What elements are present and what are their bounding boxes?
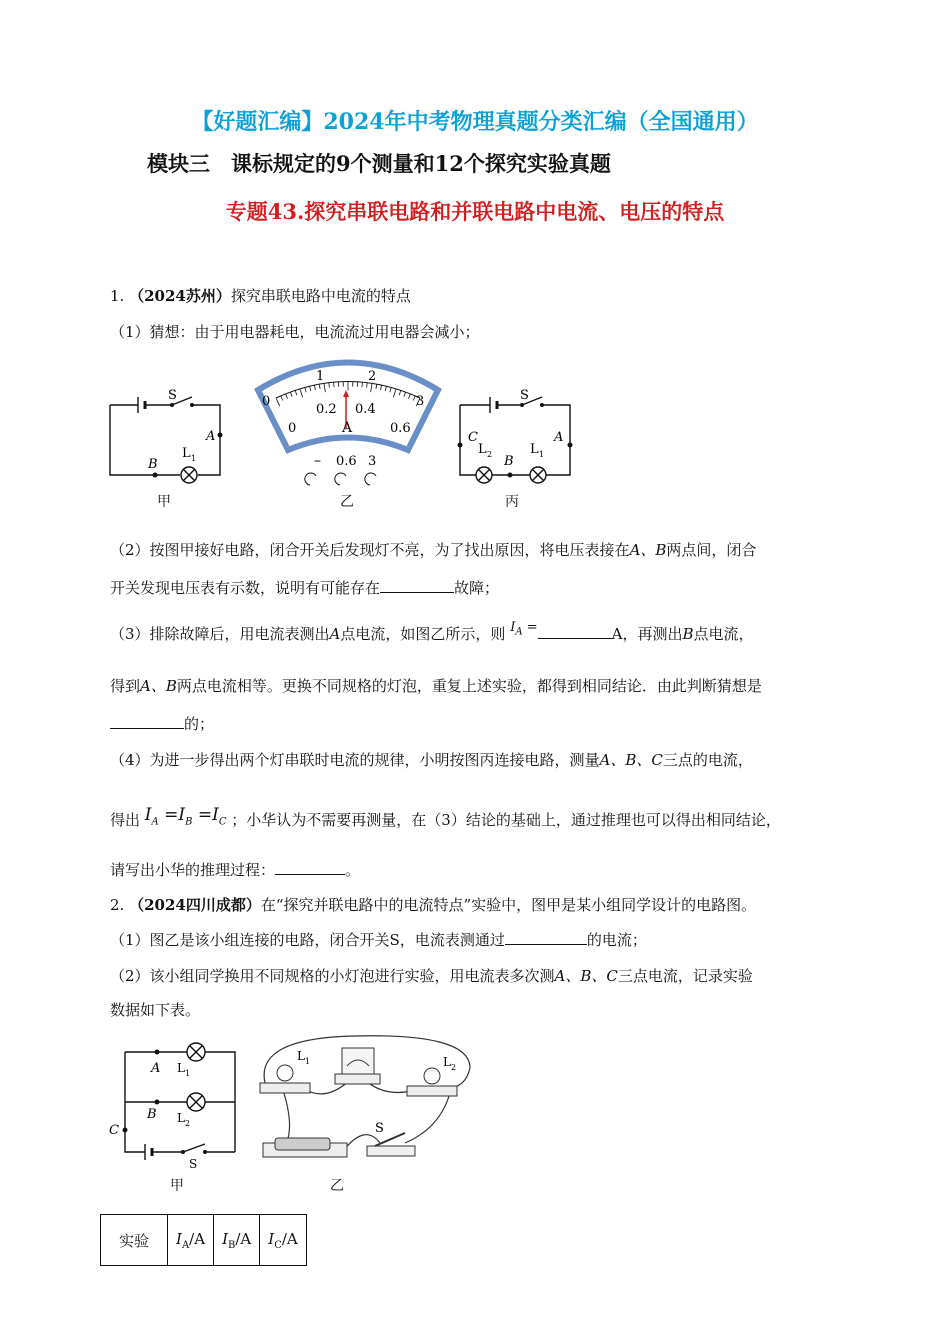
meter-terminal-icon: [335, 473, 346, 485]
meter-top-tick: 2: [368, 369, 377, 384]
q2-part2-line2: 数据如下表。: [110, 1001, 201, 1019]
q1-part4-line1: [110, 750, 753, 770]
text: （4）为进一步得出两个灯串联时电流的规律，小明按图丙连接电路，测量: [110, 751, 600, 769]
text: （2）按图甲接好电路，闭合开关后发现灯不亮，为了找出原因，将电压表接在: [110, 541, 630, 559]
switch-label: S: [168, 388, 177, 403]
q1-figure-ammeter: [248, 350, 448, 510]
text: 请写出小华的推理过程：: [110, 861, 276, 879]
meter-unit: A: [342, 420, 353, 436]
meter-terminal-label: –: [314, 453, 321, 469]
text: 三点电流，记录实验: [617, 967, 753, 985]
meter-bottom-tick: 0.6: [390, 421, 411, 436]
meter-top-tick: 1: [316, 369, 325, 384]
answer-blank[interactable]: [505, 930, 587, 945]
meter-bottom-tick: 0.4: [355, 402, 376, 417]
q2-figure-wiring: [255, 1028, 485, 1173]
label-l-sub: 2: [451, 1063, 457, 1072]
text: 开关发现电压表有示数，说明有可能存在: [110, 579, 381, 597]
point-b: [153, 473, 158, 478]
q1-figure-bing: [450, 385, 580, 505]
label-l-sub: 2: [185, 1119, 191, 1128]
label-a: A: [554, 430, 564, 445]
q2-part2-line1: [110, 966, 753, 986]
text: 两点电流相等。更换不同规格的灯泡，重复上述实验，都得到相同结论．由此判断猜想是: [176, 677, 762, 695]
wire: [110, 405, 180, 475]
text: 两点间，闭合: [666, 541, 757, 559]
text: （3）排除故障后，用电流表测出: [110, 625, 330, 643]
q2-source: （2024四川成都）: [129, 896, 261, 914]
q1-part2-line2: [110, 578, 499, 598]
answer-blank[interactable]: [275, 860, 345, 875]
header-title-1: 【好题汇编】2024年中考物理真题分类汇编（全国通用）: [191, 109, 759, 135]
point-a: [218, 433, 223, 438]
q1-source: （2024苏州）: [129, 287, 231, 305]
q2-figure-jia: [105, 1040, 245, 1175]
text: 得出: [110, 811, 141, 829]
table-header-row: [101, 1215, 307, 1266]
text: 点电流，: [693, 625, 754, 643]
switch-label: S: [520, 388, 529, 403]
text: （1）图乙是该小组连接的电路，闭合开关S，电流表测通过: [110, 931, 505, 949]
text: 的电流；: [586, 931, 647, 949]
label-c: C: [109, 1123, 119, 1138]
q1-stem: 探究串联电路中电流的特点: [230, 287, 411, 305]
answer-blank[interactable]: [538, 624, 612, 639]
table-header-cell: 实验: [101, 1215, 168, 1266]
label-c: C: [468, 430, 478, 445]
label-l: L: [297, 1049, 305, 1063]
meter-top-tick: 0: [262, 394, 271, 409]
switch-label: S: [375, 1121, 384, 1136]
meter-terminal-label: 0.6: [336, 454, 357, 469]
q2-fig-label-jia: 甲: [170, 1178, 184, 1194]
q1-part3-line1: [110, 620, 754, 651]
q1-part4-line3: [110, 860, 360, 880]
q1-number: 1.: [110, 287, 125, 305]
table-header-cell: $I_A/A$: [168, 1215, 214, 1266]
label-a: A: [151, 1061, 161, 1076]
text: A，再测出: [611, 625, 683, 643]
label-a: A: [206, 429, 216, 444]
label-l: L: [478, 442, 487, 457]
q1-part1: （1）猜想：由于用电器耗电，电流流过用电器会减小；: [110, 323, 480, 341]
math-ia: $I_A$ =: [510, 620, 538, 638]
bulb-l2-icon: [424, 1068, 440, 1084]
text: 得到: [110, 677, 141, 695]
label-b: B: [147, 1107, 157, 1122]
text: （2）该小组同学换用不同规格的小灯泡进行实验，用电流表多次测: [110, 967, 555, 985]
label-l: L: [182, 446, 191, 461]
text: 故障；: [454, 579, 500, 597]
point-a: A: [329, 625, 341, 643]
q1-part3-line3: [110, 714, 214, 734]
q2-fig-label-yi: 乙: [330, 1178, 344, 1194]
label-l-sub: 1: [191, 454, 197, 463]
q2-data-table: [100, 1214, 307, 1266]
q2-part1: [110, 930, 647, 950]
math-formula: $I_A =I_B =I_C$: [144, 805, 227, 828]
meter-frame: [258, 363, 438, 451]
switch-base-icon: [367, 1146, 415, 1156]
label-l: L: [177, 1061, 185, 1075]
q1-fig-label-yi: 乙: [340, 494, 354, 510]
q1-part3-line2: [110, 676, 762, 696]
label-l: L: [530, 442, 539, 457]
bulb-base-l1: [260, 1083, 310, 1093]
header-title-3: 专题43.探究串联电路和并联电路中电流、电压的特点: [225, 199, 725, 224]
q1-stem-line: [110, 286, 411, 306]
text: 。: [345, 861, 361, 879]
table-header-cell: $I_B/A$: [214, 1215, 260, 1266]
points-ab: A、B: [629, 541, 667, 559]
bulb-l1-icon: [277, 1065, 293, 1081]
meter-top-tick: 3: [416, 394, 425, 409]
q2-stem-line: [110, 895, 756, 915]
point-b: B: [682, 625, 694, 643]
label-l-sub: 1: [185, 1069, 191, 1078]
q1-fig-label-bing: 丙: [505, 494, 519, 510]
label-l-sub: 2: [487, 450, 493, 459]
q2-stem: 在“探究并联电路中的电流特点”实验中，图甲是某小组同学设计的电路图。: [260, 896, 757, 914]
switch-label: S: [189, 1157, 198, 1171]
label-l-sub: 1: [539, 450, 545, 459]
text: 三点的电流，: [662, 751, 753, 769]
points-ab: A、B: [140, 677, 177, 695]
text: 的；: [184, 715, 215, 733]
label-l: L: [443, 1055, 451, 1069]
label-b: B: [504, 454, 514, 469]
q1-fig-label-jia: 甲: [157, 494, 171, 510]
header-title-2: 模块三 课标规定的9个测量和12个探究实验真题: [147, 151, 611, 176]
points-abc: A、B、C: [599, 751, 663, 769]
q2-number: 2.: [110, 896, 125, 914]
answer-blank[interactable]: [110, 714, 184, 729]
q1-figure-jia: [100, 385, 230, 505]
label-l: L: [177, 1111, 185, 1125]
label-b: B: [148, 457, 158, 472]
meter-terminal-icon: [305, 473, 316, 485]
label-l-sub: 1: [305, 1057, 311, 1066]
text: 点电流，如图乙所示，则: [340, 625, 506, 643]
points-abc: A、B、C: [554, 967, 618, 985]
q1-part4-line2: [110, 805, 781, 837]
bulb-base-l2: [407, 1086, 457, 1096]
text: ；小华认为不需要再测量，在（3）结论的基础上，通过推理也可以得出相同结论，: [231, 811, 781, 829]
meter-bottom-tick: 0.2: [316, 402, 337, 417]
answer-blank[interactable]: [380, 578, 454, 593]
ammeter-icon: [342, 1048, 374, 1074]
meter-terminal-icon: [365, 473, 376, 485]
q1-part2-line1: [110, 540, 756, 560]
meter-terminal-label: 3: [368, 454, 377, 469]
meter-bottom-tick: 0: [288, 421, 297, 436]
table-header-cell: $I_C/A$: [260, 1215, 306, 1266]
